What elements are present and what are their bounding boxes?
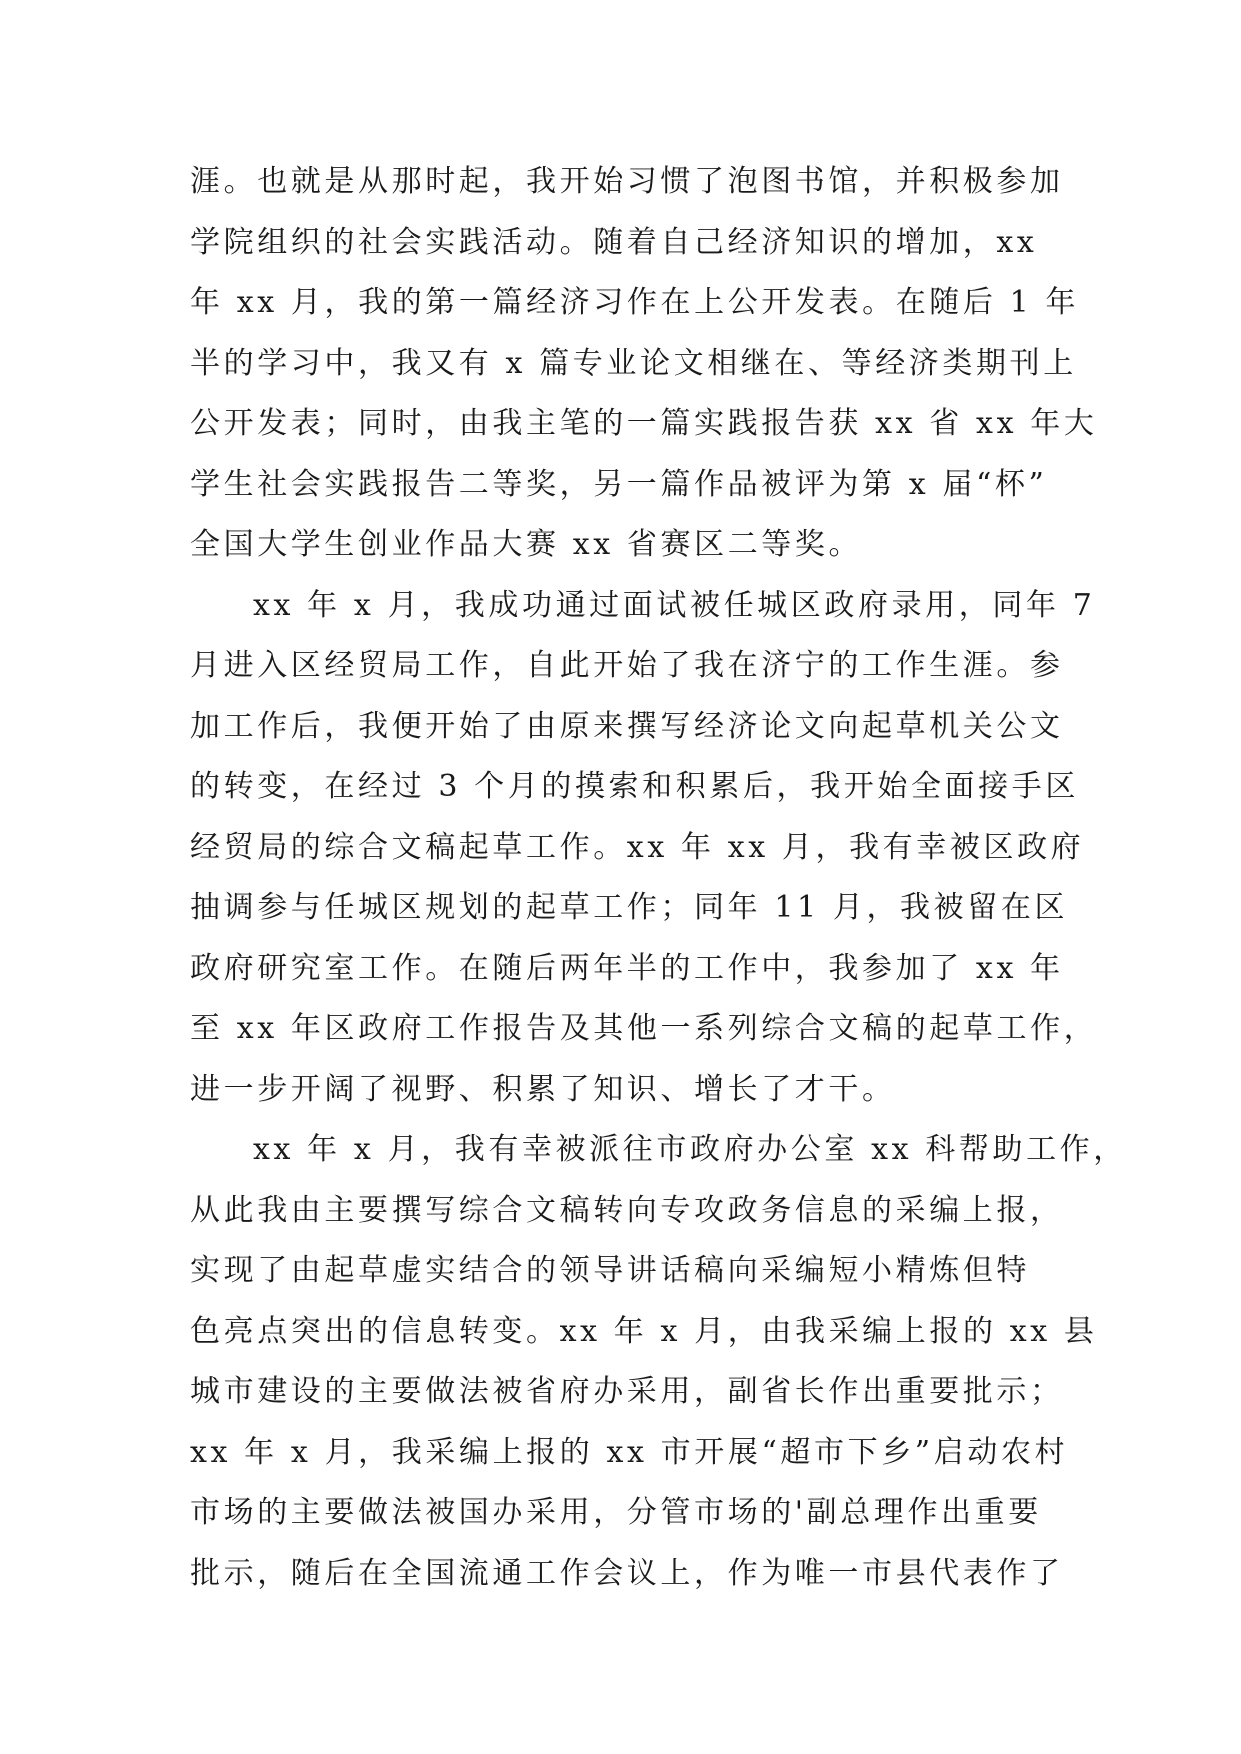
text-line: 全国大学生创业作品大赛 xx 省赛区二等奖。 [190, 527, 863, 562]
document-body [190, 152, 1127, 1604]
text-line: xx 年 x 月，我成功通过面试被任城区政府录用，同年 7 [253, 587, 1096, 623]
text-line: 学生社会实践报告二等奖，另一篇作品被评为第 x 届“杯” [190, 466, 1048, 502]
text-line: 色亮点突出的信息转变。xx 年 x 月，由我采编上报的 xx 县 [190, 1313, 1098, 1349]
text-line: xx 年 x 月，我采编上报的 xx 市开展“超市下乡”启动农村 [190, 1434, 1069, 1470]
text-line: 半的学习中，我又有 x 篇专业论文相继在、等经济类期刊上 [190, 345, 1077, 381]
text-line: 学院组织的社会实践活动。随着自己经济知识的增加，xx [190, 224, 1038, 260]
text-line: 至 xx 年区政府工作报告及其他一系列综合文稿的起草工作， [190, 1011, 1098, 1046]
text-line: 经贸局的综合文稿起草工作。xx 年 xx 月，我有幸被区政府 [190, 829, 1085, 865]
paragraph-2 [190, 576, 1098, 1121]
text-line: 从此我由主要撰写综合文稿转向专攻政务信息的采编上报， [190, 1192, 1064, 1228]
text-line: 抽调参与任城区规划的起草工作；同年 11 月，我被留在区 [190, 890, 1069, 925]
text-line: 政府研究室工作。在随后两年半的工作中，我参加了 xx 年 [190, 950, 1064, 986]
text-line: xx 年 x 月，我有幸被派往市政府办公室 xx 科帮助工作， [253, 1132, 1127, 1167]
text-line: 加工作后，我便开始了由原来撰写经济论文向起草机关公文 [190, 708, 1064, 744]
paragraph-1 [190, 152, 1098, 576]
text-line: 市场的主要做法被国办采用，分管市场的'副总理作出重要 [190, 1495, 1042, 1530]
text-line: 进一步开阔了视野、积累了知识、增长了才干。 [190, 1071, 896, 1107]
text-line: 城市建设的主要做法被省府办采用，副省长作出重要批示； [190, 1374, 1064, 1409]
text-line: 涯。也就是从那时起，我开始习惯了泡图书馆，并积极参加 [190, 164, 1064, 199]
paragraph-3 [190, 1120, 1127, 1604]
text-line: 公开发表；同时，由我主笔的一篇实践报告获 xx 省 xx 年大 [190, 406, 1098, 441]
text-line: 批示，随后在全国流通工作会议上，作为唯一市县代表作了 [190, 1555, 1064, 1591]
text-line: 的转变，在经过 3 个月的摸索和积累后，我开始全面接手区 [190, 769, 1079, 804]
text-line: 实现了由起草虚实结合的领导讲话稿向采编短小精炼但特 [190, 1253, 1030, 1288]
text-line: 月进入区经贸局工作，自此开始了我在济宁的工作生涯。参 [190, 648, 1064, 683]
text-line: 年 xx 月，我的第一篇经济习作在上公开发表。在随后 1 年 [190, 285, 1080, 320]
